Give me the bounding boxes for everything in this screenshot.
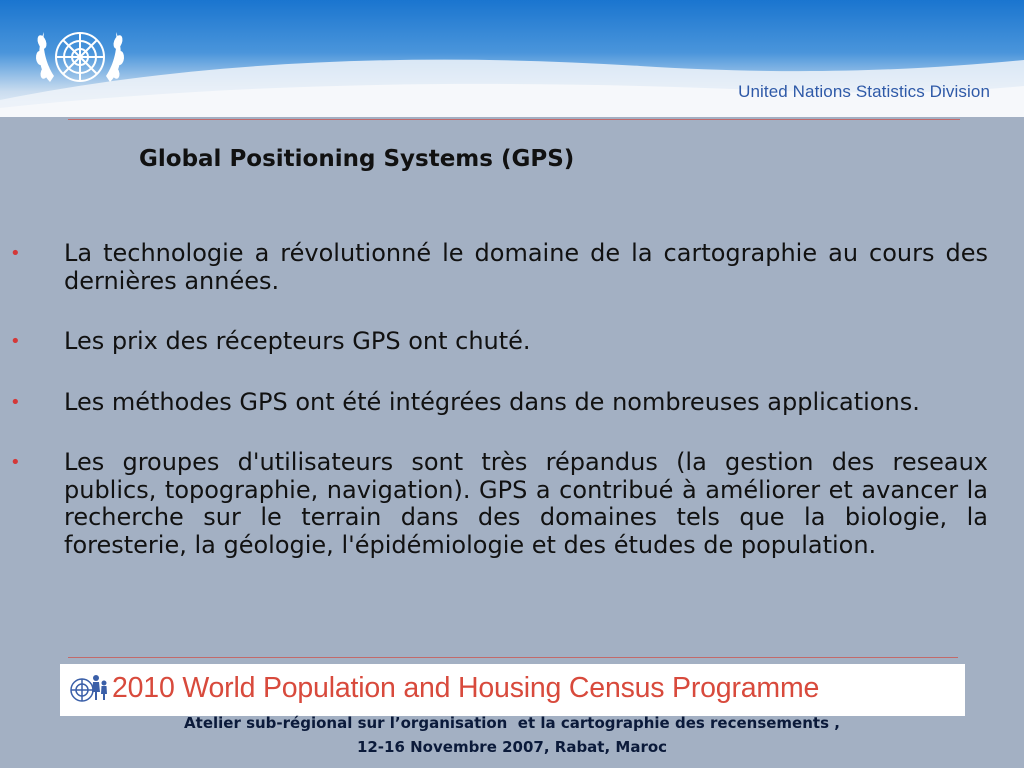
un-emblem-icon <box>28 12 132 102</box>
footer-date-location: 12-16 Novembre 2007, Rabat, Maroc <box>356 738 668 756</box>
census-programme-banner <box>60 664 965 716</box>
slide-title: Global Positioning Systems (GPS) <box>139 146 575 172</box>
bullet-marker: • <box>10 391 21 413</box>
bullet-list <box>10 240 988 592</box>
bullet-marker: • <box>10 331 21 352</box>
top-divider <box>68 119 960 120</box>
header-banner <box>0 0 1024 117</box>
list-item <box>10 328 988 356</box>
bullet-text: La technologie a révolutionné le domaine de la cartographie au cours des dernières années. <box>64 239 988 295</box>
banner-title: 2010 World Population and Housing Census Programme <box>112 672 820 704</box>
list-item <box>10 389 988 417</box>
division-name: United Nations Statistics Division <box>738 82 990 101</box>
bullet-text: Les prix des récepteurs GPS ont chuté. <box>64 327 531 355</box>
list-item <box>10 240 988 295</box>
census-emblem-icon <box>66 668 110 710</box>
footer-workshop-title: Atelier sub-régional sur l’organisation et la cartographie des recensements , <box>184 714 840 732</box>
bullet-marker: • <box>10 243 21 264</box>
bullet-text: Les méthodes GPS ont été intégrées dans de nombreuses applications. <box>64 387 920 416</box>
list-item <box>10 449 988 559</box>
bullet-text: Les groupes d'utilisateurs sont très répandus (la gestion des reseaux publics, topographie, navigation). GPS a contribué à améliorer et avancer la recherche sur le terrain dans des domaines tels que la biologie, la foresterie, la géologie, l'épidémiologie et des études de population. <box>64 448 988 559</box>
bottom-divider <box>68 657 958 658</box>
bullet-marker: • <box>10 452 21 473</box>
